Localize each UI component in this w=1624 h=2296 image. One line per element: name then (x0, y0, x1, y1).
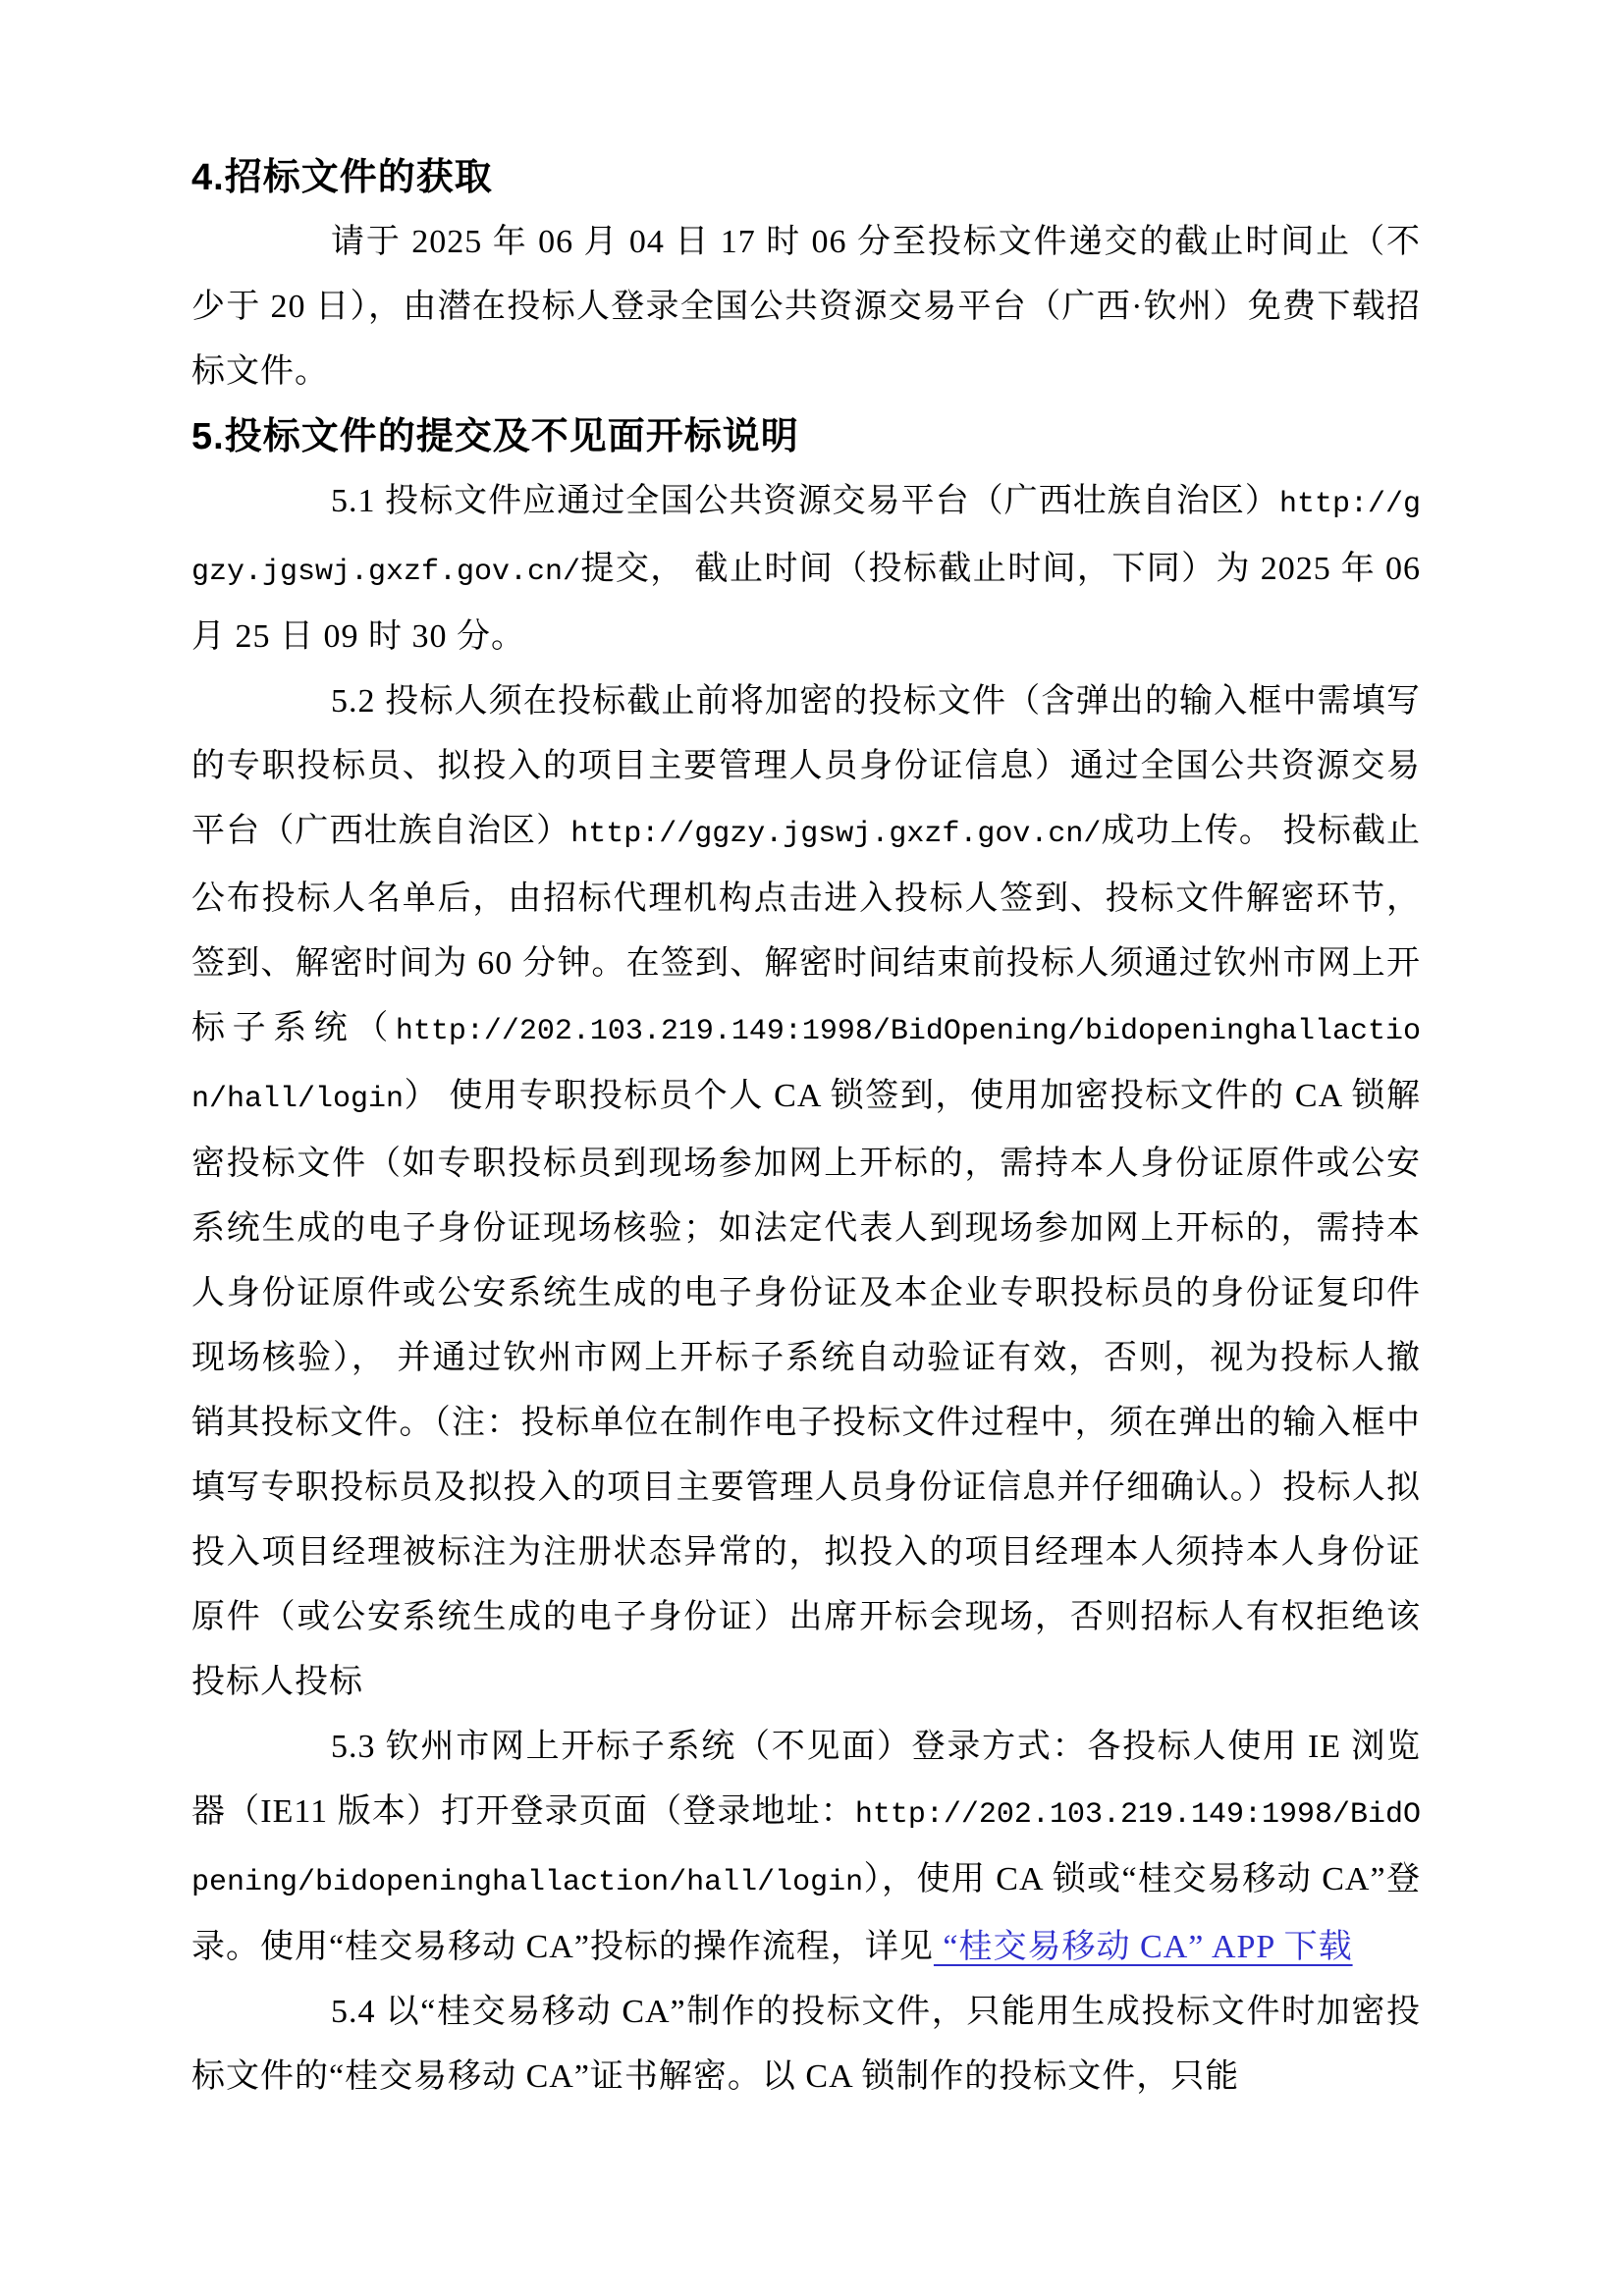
text-run: ） 使用专职投标员个人 CA 锁签到，使用加密投标文件的 CA 锁解密投标文件（如专职投标员到现场参加网上开标的，需持本人身份证原件或公安系统生成的电子身份证现场核验；如法定代表人到现场参加网上开标的，需持本人身份证原件或公安系统生成的电子身份证及本企业专职投标员的身份证复印件现场核验）， 并通过钦州市网上开标子系统自动验证有效，否则，视为投标人撤销其投标文件。（注：投标单位在制作电子投标文件过程中，须在弹出的输入框中填写专职投标员及拟投入的项目主要管理人员身份证信息并仔细确认。）投标人拟投入项目经理被标注为注册状态异常的，拟投入的项目经理本人须持本人身份证原件（或公安系统生成的电子身份证）出席开标会现场，否则招标人有权拒绝该投标人投标 (191, 1078, 1421, 1700)
text-run: 5.2 投标人须在投标截止前将加密的投标文件（含弹出的输入框中需填写的专职投标员、拟投入的项目主要管理人员身份证信息）通过全国公共资源交易平台（广西壮族自治区） (191, 683, 1421, 849)
text-run: ），使用 CA 锁或“桂交易移动 CA”登录。使用“桂交易移动 CA”投标的操作流程，详见 (191, 1861, 1421, 1965)
text-run: 成功上传。 投标截止公布投标人名单后，由招标代理机构点击进入投标人签到、投标文件解密环节，签到、解密时间为 60 分钟。在签到、解密时间结束前投标人须通过钦州市网上开标子系统（ (191, 813, 1422, 1046)
paragraph-5-2 (191, 669, 1421, 1715)
section-heading-bid-file-acquisition: 4.招标文件的获取 (191, 157, 493, 198)
section-heading-bid-submission: 5.投标文件的提交及不见面开标说明 (191, 416, 799, 457)
url-text-bid-opening-system: http://202.103.219.149:1998/BidOpening/bidopeninghallaction/hall/login (191, 1798, 1421, 1899)
document-body (191, 145, 1421, 2109)
text-run: 请于 2025 年 06 月 04 日 17 时 06 分至投标文件递交的截止时间止（不少于 20 日），由潜在投标人登录全国公共资源交易平台（广西·钦州）免费下载招标文件。 (191, 224, 1421, 390)
paragraph-5-4 (191, 1980, 1421, 2109)
text-run: 5.4 以“桂交易移动 CA”制作的投标文件，只能用生成投标文件时加密投标文件的“桂交易移动 CA”证书解密。以 CA 锁制作的投标文件，只能 (191, 1994, 1421, 2095)
text-run: 5.1 投标文件应通过全国公共资源交易平台（广西壮族自治区） (331, 483, 1279, 519)
paragraph-5-1 (191, 469, 1421, 669)
mobile-ca-app-download-link[interactable]: “桂交易移动 CA” APP 下载 (933, 1929, 1353, 1965)
paragraph-bid-file-acquisition (191, 210, 1421, 404)
url-text-ggzy-platform: http://ggzy.jgswj.gxzf.gov.cn/ (570, 818, 1102, 851)
text-run: 5.3 钦州市网上开标子系统（不见面）登录方式：各投标人使用 IE 浏览器（IE11 版本）打开登录页面（登录地址： (191, 1729, 1421, 1830)
url-text-bid-opening-system: http://202.103.219.149:1998/BidOpening/bidopeninghallaction/hall/login (191, 1015, 1421, 1116)
url-text-ggzy-platform: http://ggzy.jgswj.gxzf.gov.cn/ (191, 488, 1421, 589)
paragraph-5-3 (191, 1715, 1421, 1980)
text-run: 提交， 截止时间（投标截止时间，下同）为 2025 年 06 月 25 日 09 时 30 分。 (191, 551, 1421, 655)
